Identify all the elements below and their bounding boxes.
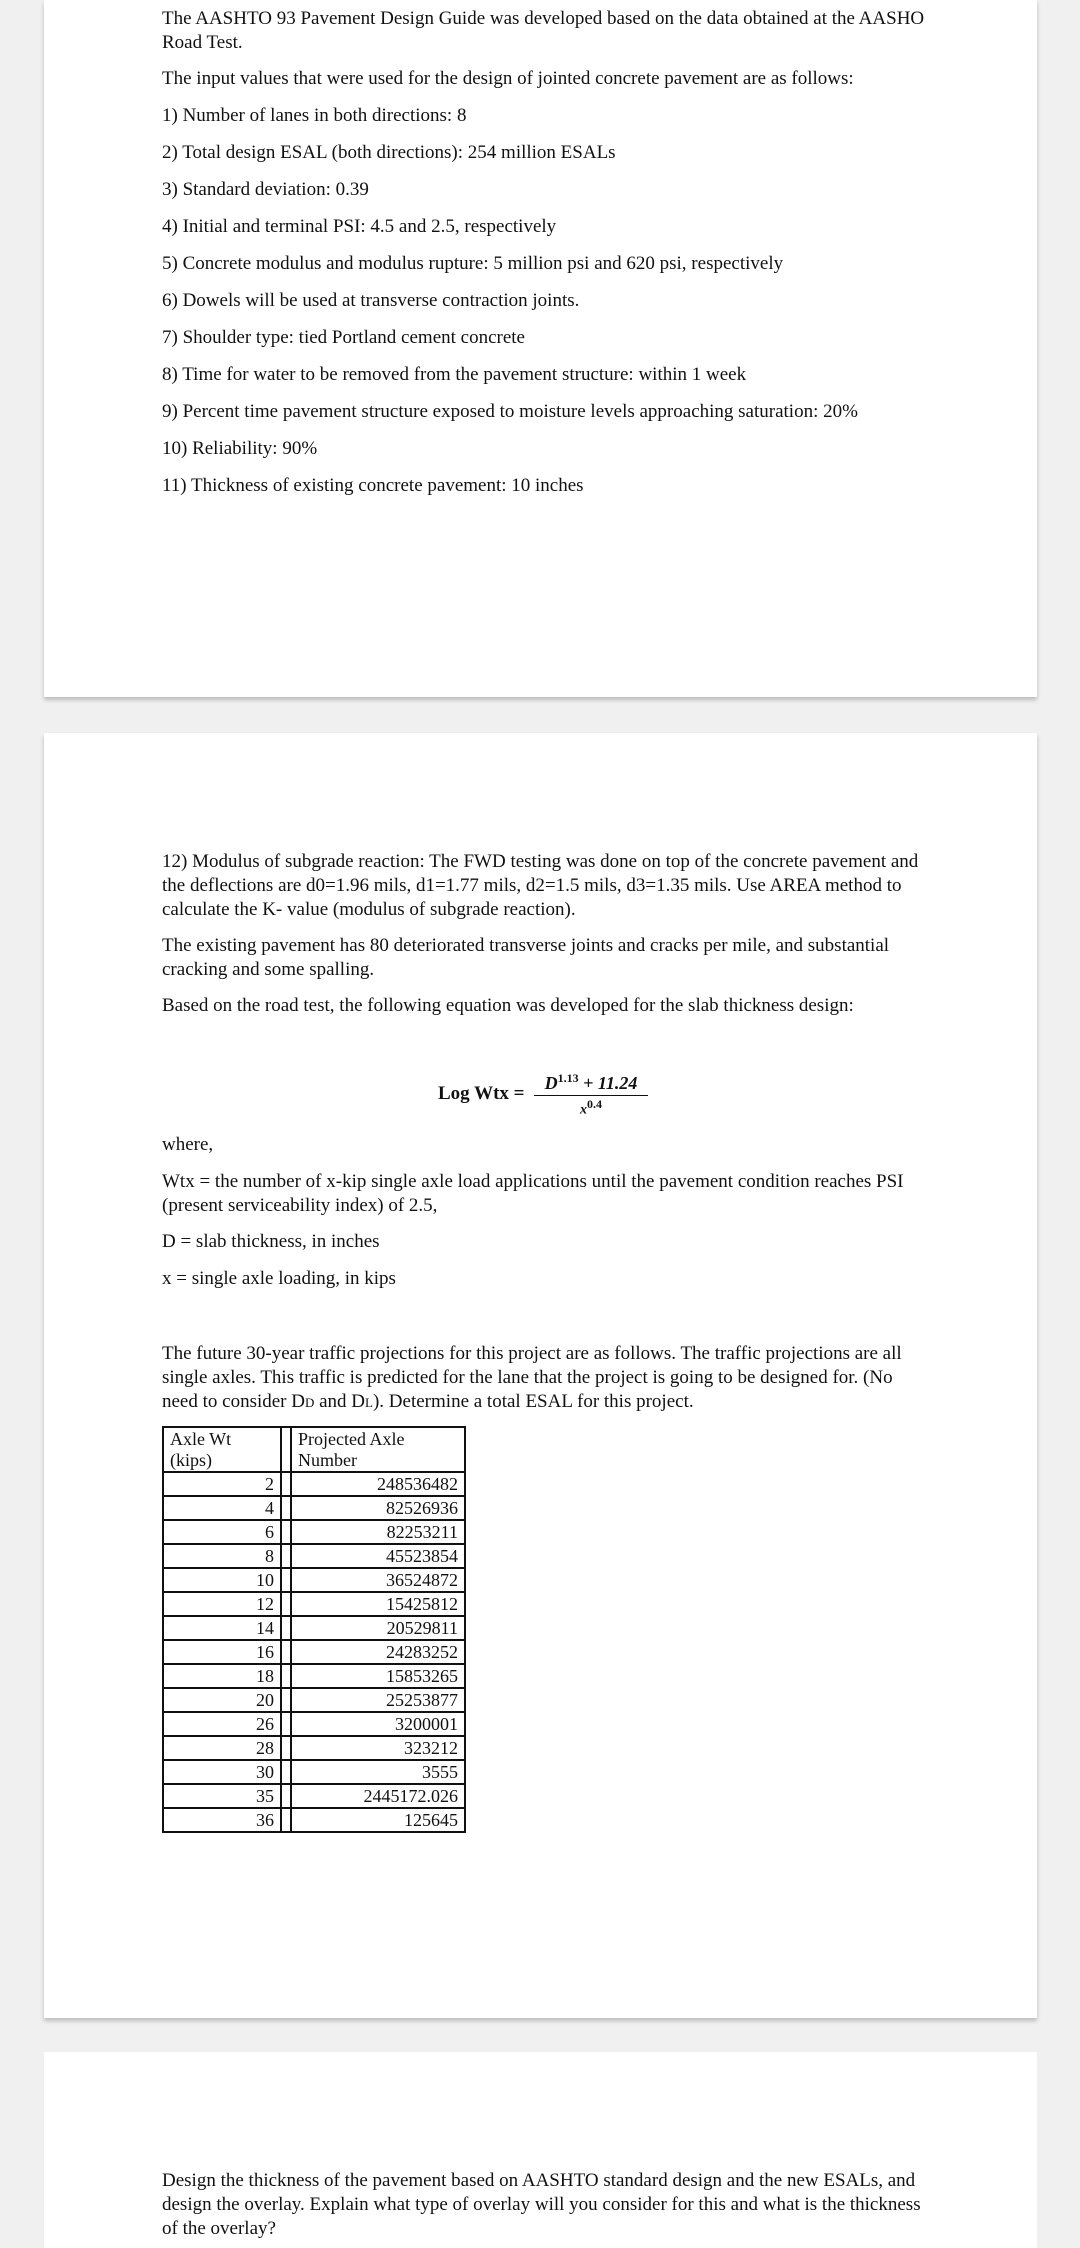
document-page-3 <box>44 2052 1037 2248</box>
gap-cell <box>281 1688 291 1712</box>
input-item: 4) Initial and terminal PSI: 4.5 and 2.5, respectively <box>162 216 557 237</box>
where-label: where, <box>162 1134 214 1155</box>
document-page-1 <box>44 0 1037 697</box>
table-row <box>163 1472 465 1496</box>
axle-wt-cell: 10 <box>163 1568 281 1592</box>
table-row <box>163 1520 465 1544</box>
axle-wt-cell: 8 <box>163 1544 281 1568</box>
axle-number-cell: 20529811 <box>291 1616 465 1640</box>
axle-number-cell: 45523854 <box>291 1544 465 1568</box>
table-row <box>163 1784 465 1808</box>
input-item: 5) Concrete modulus and modulus rupture: 5 million psi and 620 psi, respectively <box>162 253 784 274</box>
input-item: 11) Thickness of existing concrete pavement: 10 inches <box>162 475 584 496</box>
axle-number-cell: 82526936 <box>291 1496 465 1520</box>
axle-number-cell: 15853265 <box>291 1664 465 1688</box>
axle-wt-cell: 18 <box>163 1664 281 1688</box>
document-page-2 <box>44 733 1037 2018</box>
axle-number-cell: 3555 <box>291 1760 465 1784</box>
table-row <box>163 1736 465 1760</box>
gap-cell <box>281 1808 291 1832</box>
axle-number-cell: 24283252 <box>291 1640 465 1664</box>
input-item: 8) Time for water to be removed from the pavement structure: within 1 week <box>162 364 747 385</box>
axle-wt-cell: 2 <box>163 1472 281 1496</box>
header-axle-wt: Axle Wt (kips) <box>163 1427 281 1472</box>
inputs-heading: The input values that were used for the design of jointed concrete pavement are as follows: <box>162 68 854 89</box>
definition-d: D = slab thickness, in inches <box>162 1231 380 1252</box>
input-item: 6) Dowels will be used at transverse contraction joints. <box>162 290 580 311</box>
axle-number-cell: 125645 <box>291 1808 465 1832</box>
axle-wt-cell: 16 <box>163 1640 281 1664</box>
axle-wt-cell: 6 <box>163 1520 281 1544</box>
axle-wt-cell: 36 <box>163 1808 281 1832</box>
table-row <box>163 1616 465 1640</box>
definition-wtx: Wtx = the number of x-kip single axle load applications until the pavement condition reaches PSI (present serviceability index) of 2.5, <box>162 1171 904 1216</box>
gap-cell <box>281 1472 291 1496</box>
table-row <box>163 1688 465 1712</box>
axle-number-cell: 82253211 <box>291 1520 465 1544</box>
gap-cell <box>281 1568 291 1592</box>
definition-x: x = single axle loading, in kips <box>162 1268 396 1289</box>
axle-number-cell: 2445172.026 <box>291 1784 465 1808</box>
design-question: Design the thickness of the pavement based on AASHTO standard design and the new ESALs, and design the overlay. Explain what type of overlay will you consider for this and what is the thickness of the overlay? <box>162 2170 921 2239</box>
table-row <box>163 1496 465 1520</box>
table-row <box>163 1760 465 1784</box>
gap-cell <box>281 1640 291 1664</box>
axle-number-cell: 25253877 <box>291 1688 465 1712</box>
gap-cell <box>281 1784 291 1808</box>
equation-numerator: $D^{1.13} + 11.24$ <box>534 1071 648 1096</box>
gap-cell <box>281 1520 291 1544</box>
axle-number-cell: 36524872 <box>291 1568 465 1592</box>
equation-denominator: $x^{0.4}$ <box>580 1097 602 1118</box>
gap-cell <box>281 1544 291 1568</box>
gap-cell <box>281 1760 291 1784</box>
axle-wt-cell: 14 <box>163 1616 281 1640</box>
axle-wt-cell: 4 <box>163 1496 281 1520</box>
axle-wt-cell: 26 <box>163 1712 281 1736</box>
table-body <box>163 1472 465 1832</box>
axle-projection-table <box>162 1426 466 1833</box>
table-row <box>163 1664 465 1688</box>
item-12-paragraph: 12) Modulus of subgrade reaction: The FWD testing was done on top of the concrete pavement and the deflections are d0=1.96 mils, d1=1.77 mils, d2=1.5 mils, d3=1.35 mils. Use AREA method to calculate the K- value (modulus of subgrade reaction). <box>162 851 919 920</box>
table-row <box>163 1592 465 1616</box>
input-item: 1) Number of lanes in both directions: 8 <box>162 105 467 126</box>
table-row <box>163 1808 465 1832</box>
input-item: 10) Reliability: 90% <box>162 438 318 459</box>
table-row <box>163 1568 465 1592</box>
axle-wt-cell: 12 <box>163 1592 281 1616</box>
gap-cell <box>281 1616 291 1640</box>
axle-wt-cell: 28 <box>163 1736 281 1760</box>
axle-number-cell: 15425812 <box>291 1592 465 1616</box>
axle-wt-cell: 20 <box>163 1688 281 1712</box>
axle-wt-cell: 30 <box>163 1760 281 1784</box>
table-row <box>163 1640 465 1664</box>
input-item: 3) Standard deviation: 0.39 <box>162 179 369 200</box>
gap-cell <box>281 1592 291 1616</box>
traffic-paragraph: The future 30-year traffic projections for this project are as follows. The traffic projections are all single axles. This traffic is predicted for the lane that the project is going to be designed for. (No need to consider DD and DL). Determine a total ESAL for this project. <box>162 1343 902 1412</box>
gap-cell <box>281 1712 291 1736</box>
axle-number-cell: 3200001 <box>291 1712 465 1736</box>
table-row <box>163 1712 465 1736</box>
header-projected-number: Projected Axle Number <box>291 1427 465 1472</box>
existing-pavement-paragraph: The existing pavement has 80 deteriorated transverse joints and cracks per mile, and substantial cracking and some spalling. <box>162 935 890 980</box>
axle-number-cell: 323212 <box>291 1736 465 1760</box>
axle-number-cell: 248536482 <box>291 1472 465 1496</box>
input-item: 7) Shoulder type: tied Portland cement concrete <box>162 327 525 348</box>
gap-cell <box>281 1736 291 1760</box>
equation-lhs: Log Wtx = <box>438 1083 525 1104</box>
header-gap <box>281 1427 291 1472</box>
axle-wt-cell: 35 <box>163 1784 281 1808</box>
gap-cell <box>281 1664 291 1688</box>
gap-cell <box>281 1496 291 1520</box>
intro-paragraph: The AASHTO 93 Pavement Design Guide was developed based on the data obtained at the AASHO Road Test. <box>162 8 925 53</box>
equation-fraction <box>534 1071 648 1119</box>
input-item: 2) Total design ESAL (both directions): 254 million ESALs <box>162 142 616 163</box>
table-header-row <box>163 1427 465 1472</box>
equation-intro: Based on the road test, the following equation was developed for the slab thickness design: <box>162 995 854 1016</box>
input-item: 9) Percent time pavement structure exposed to moisture levels approaching saturation: 20% <box>162 401 858 422</box>
table-row <box>163 1544 465 1568</box>
